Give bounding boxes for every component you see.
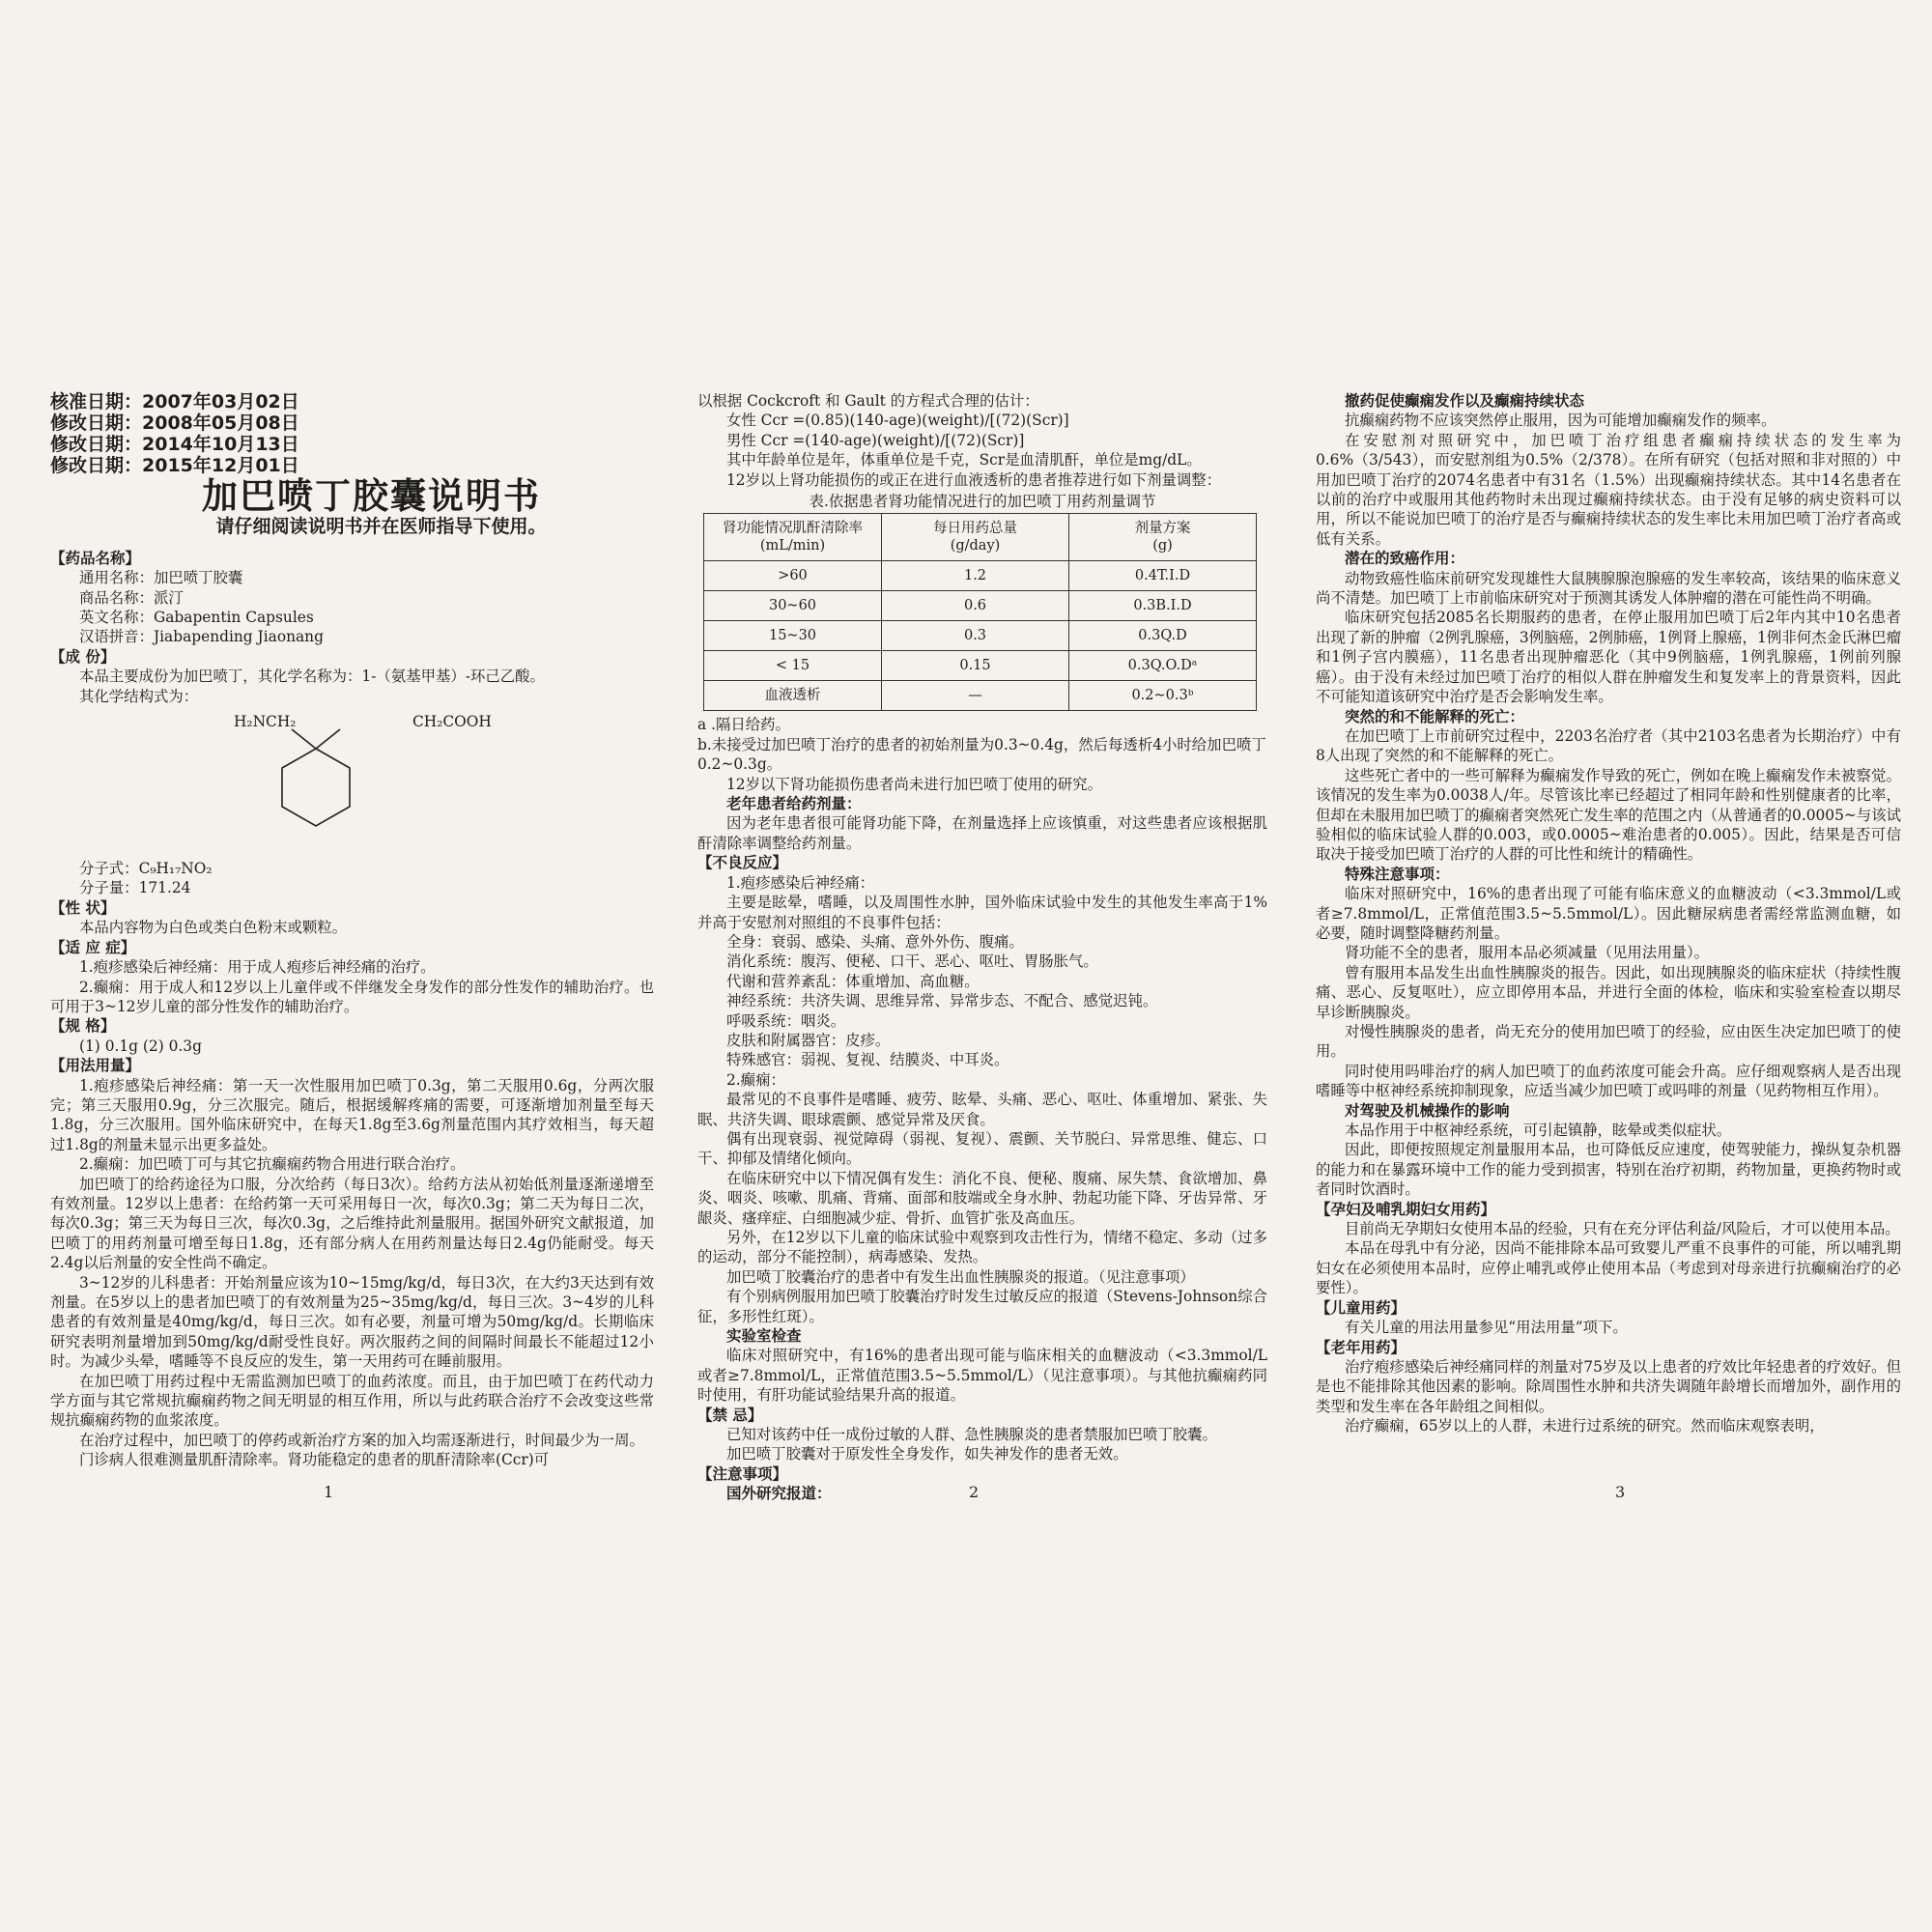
- revision-date: 修改日期：2014年10月13日: [50, 434, 299, 455]
- document-title: 加巴喷丁胶囊说明书: [202, 474, 541, 517]
- structure-label-right: CH₂COOH: [412, 713, 492, 731]
- table-note: a .隔日给药。: [697, 716, 790, 734]
- table-row: [704, 591, 1257, 621]
- column-1: [50, 391, 654, 1470]
- table-cell: 血液透析: [704, 681, 882, 711]
- list-item: 神经系统：共济失调、思维异常、异常步态、不配合、感觉迟钝。: [726, 992, 1158, 1010]
- table-cell: 0.6: [882, 591, 1069, 621]
- list-item: 消化系统：腹泻、便秘、口干、恶心、呕吐、胃肠胀气。: [726, 952, 1098, 971]
- list-item: 全身：衰弱、感染、头痛、意外外伤、腹痛。: [726, 932, 1024, 951]
- section-heading-contraindications: 【禁 忌】: [697, 1406, 763, 1424]
- generic-name: 通用名称：加巴喷丁胶囊: [79, 569, 243, 587]
- section-heading-name: 【药品名称】: [50, 549, 141, 567]
- dosage-table: [703, 513, 1257, 711]
- paragraph: 因为老年患者很可能肾功能下降，在剂量选择上应该慎重，对这些患者应该根据肌酐清除率调整给药剂量。: [697, 814, 1267, 852]
- paragraph: 临床对照研究中，有16%的患者出现可能与临床相关的血糖波动（<3.3mmol/L或者≥7.8mmol/L，正常值范围3.5~5.5mmol/L）（见注意事项）。与其他抗癫痫药同时使用，有肝功能试验结果升高的报道。: [697, 1347, 1267, 1405]
- section-heading-pediatric: 【儿童用药】: [1316, 1298, 1406, 1317]
- subheading-elderly-dosage: 老年患者给药剂量：: [726, 795, 862, 813]
- table-cell: 0.4T.I.D: [1069, 561, 1257, 591]
- table-caption: 表.依据患者肾功能情况进行的加巴喷丁用药剂量调节: [809, 493, 1156, 511]
- paragraph: 因此，即便按照规定剂量服用本品，也可降低反应速度，使驾驶能力，操纵复杂机器的能力和在暴露环境中工作的能力受到损害，特别在治疗初期，药物加量，更换药物时或者同时饮酒时。: [1316, 1141, 1901, 1199]
- section-heading-precautions: 【注意事项】: [697, 1464, 788, 1483]
- table-cell: 0.3Q.D: [1069, 621, 1257, 651]
- table-row: [704, 681, 1257, 711]
- paragraph: 12岁以下肾功能损伤患者尚未进行加巴喷丁使用的研究。: [726, 775, 1102, 793]
- paragraph: 本品作用于中枢神经系统，可引起镇静，眩晕或类似症状。: [1345, 1122, 1732, 1140]
- table-cell: < 15: [704, 651, 882, 681]
- paragraph: 另外，在12岁以下儿童的临床试验中观察到攻击性行为，情绪不稳定、多动（过多的运动，部分不能控制），病毒感染、发热。: [697, 1229, 1267, 1266]
- document-subtitle: 请仔细阅读说明书并在医师指导下使用。: [215, 516, 547, 538]
- table-cell: 15~30: [704, 621, 882, 651]
- column-2: [697, 391, 1267, 1504]
- page-number: 2: [969, 1483, 980, 1501]
- paragraph: 加巴喷丁胶囊对于原发性全身发作，如失神发作的患者无效。: [726, 1445, 1128, 1463]
- table-row: [704, 621, 1257, 651]
- paragraph: 治疗癫痫，65岁以上的人群，未进行过系统的研究。然而临床观察表明，: [1345, 1417, 1825, 1435]
- paragraph: 偶有出现衰弱、视觉障碍（弱视、复视）、震颤、关节脱臼、异常思维、健忘、口干、抑郁及情绪化倾向。: [697, 1129, 1267, 1168]
- formula-female: 女性 Ccr =(0.85)(140-age)(weight)/[(72)(Scr)]: [726, 412, 1069, 430]
- paragraph: 临床对照研究中，16%的患者出现了可能有临床意义的血糖波动（<3.3mmol/L或者≥7.8mmol/L，正常值范围3.5~5.5mmol/L）。因此糖尿病患者需经常监测血糖，如必要，随时调整降糖药剂量。: [1316, 885, 1901, 942]
- section-heading-properties: 【性 状】: [50, 898, 116, 917]
- section-heading-pregnancy: 【孕妇及哺乳期妇女用药】: [1316, 1200, 1496, 1218]
- table-row: [704, 651, 1257, 681]
- paragraph: 已知对该药中任一成份过敏的人群、急性胰腺炎的患者禁服加巴喷丁胶囊。: [726, 1426, 1217, 1444]
- subheading-withdrawal: 撤药促使癫痫发作以及癫痫持续状态: [1345, 392, 1585, 410]
- paragraph: 加巴喷丁的给药途径为口服，分次给药（每日3次）。给药方法从初始低剂量逐渐递增至有效剂量。12岁以上患者：在给药第一天可采用每日一次，每次0.3g；第二天为每日二次，每次0.3g；第三天为每日三次，每次0.3g，之后维持此剂量服用。据国外研究文献报道，加巴喷丁的用药剂量可增至每日1.8g，还有部分病人在用药剂量达每日2.4g仍能耐受。每天2.4g以后剂量的安全性尚不确定。: [50, 1175, 654, 1272]
- section-heading-usage: 【用法用量】: [50, 1057, 141, 1075]
- section-heading-adverse-reactions: 【不良反应】: [697, 854, 788, 872]
- paragraph: 其中年龄单位是年，体重单位是千克，Scr是血清肌酐，单位是mg/dL。: [726, 451, 1202, 469]
- table-cell: 0.15: [882, 651, 1069, 681]
- page-number: 3: [1615, 1483, 1626, 1501]
- table-cell: 1.2: [882, 561, 1069, 591]
- paragraph: 在治疗过程中，加巴喷丁的停药或新治疗方案的加入均需逐渐进行，时间最少为一周。: [79, 1431, 644, 1449]
- subheading-carcinogenicity: 潜在的致癌作用：: [1345, 550, 1465, 568]
- paragraph: 主要是眩晕，嗜睡，以及周围性水肿，国外临床试验中发生的其他发生率高于1%并高于安慰剂对照组的不良事件包括：: [697, 894, 1267, 931]
- paragraph: 1.疱疹感染后神经痛：用于成人疱疹后神经痛的治疗。: [79, 958, 436, 977]
- paragraph: 最常见的不良事件是嗜睡、疲劳、眩晕、头痛、恶心、呕吐、体重增加、紧张、失眠、共济失调、眼球震颤、感觉异常及厌食。: [697, 1091, 1267, 1128]
- molecular-weight: 分子量：171.24: [79, 879, 191, 897]
- table-cell: 0.3Q.O.Dᵃ: [1069, 651, 1257, 681]
- paragraph: 治疗疱疹感染后神经痛同样的剂量对75岁及以上患者的疗效比年轻患者的疗效好。但是也不能排除其他因素的影响。除周围性水肿和共济失调随年龄增长而增加外，副作用的类型和发生率在各年龄组之间相似。: [1316, 1357, 1901, 1415]
- subheading-driving: 对驾驶及机械操作的影响: [1345, 1101, 1510, 1120]
- trade-name: 商品名称：派汀: [79, 588, 184, 607]
- revision-date: 修改日期：2015年12月01日: [50, 455, 299, 476]
- paragraph: 目前尚无孕期妇女使用本品的经验，只有在充分评估利益/风险后，才可以使用本品。: [1345, 1220, 1900, 1238]
- paragraph: 有个别病例服用加巴喷丁胶囊治疗时发生过敏反应的报道（Stevens-Johnson综合征，多形性红斑）。: [697, 1288, 1267, 1325]
- table-cell: 0.2~0.3ᵇ: [1069, 681, 1257, 711]
- paragraph: 门诊病人很难测量肌酐清除率。肾功能稳定的患者的肌酐清除率(Ccr)可: [79, 1451, 550, 1469]
- paragraph: 本品在母乳中有分泌，因尚不能排除本品可致婴儿严重不良事件的可能，所以哺乳期妇女在必须使用本品时，应停止哺乳或停止使用本品（考虑到对母亲进行抗癫痫治疗的必要性）。: [1316, 1239, 1901, 1297]
- list-item: 特殊感官：弱视、复视、结膜炎、中耳炎。: [726, 1051, 1009, 1069]
- paragraph: 3~12岁的儿科患者：开始剂量应该为10~15mg/kg/d，每日3次，在大约3天达到有效剂量。在5岁以上的患者加巴喷丁的有效剂量为25~35mg/kg/d，每日三次。3~4岁的儿科患者的有效剂量是40mg/kg/d，每日三次。如有必要，剂量可增为50mg/kg/d。长期临床研究表明剂量增加到50mg/kg/d耐受性良好。两次服药之间的间隔时间最长不能超过12小时。为减少头晕，嗜睡等不良反应的发生，第一天用药可在睡前服用。: [50, 1273, 654, 1371]
- page-number: 1: [324, 1483, 334, 1501]
- paragraph: 肾功能不全的患者，服用本品必须减量（见用法用量）。: [1345, 944, 1710, 962]
- subheading-special-precautions: 特殊注意事项：: [1345, 865, 1450, 883]
- section-heading-specification: 【规 格】: [50, 1017, 116, 1036]
- pinyin-name: 汉语拼音：Jiabapending Jiaonang: [79, 628, 324, 646]
- table-cell: 0.3: [882, 621, 1069, 651]
- paragraph: 在安慰剂对照研究中，加巴喷丁治疗组患者癫痫持续状态的发生率为0.6%（3/543），而安慰剂组为0.5%（2/378）。在所有研究（包括对照和非对照的）中用加巴喷丁治疗的2074名患者中有31名（1.5%）出现癫痫持续状态。其中14名患者在以前的治疗中或服用其他药物时未出现过癫痫持续状态。由于没有足够的病史资料可以用，所以不能说加巴喷丁的治疗是否与癫痫持续状态的发生率比未用加巴喷丁治疗者高或低有关系。: [1316, 431, 1901, 548]
- paragraph: 1.疱疹感染后神经痛：第一天一次性服用加巴喷丁0.3g，第二天服用0.6g，分两次服完；第三天服用0.9g，分三次服完。随后，根据缓解疼痛的需要，可逐渐增加剂量至每天1.8g，分三次服用。国外临床研究中，在每天1.8g至3.6g剂量范围内其疗效相当，每天超过1.8g的剂量未显示出更多益处。: [50, 1076, 654, 1153]
- table-row: [704, 561, 1257, 591]
- subheading-sudden-death: 突然的和不能解释的死亡：: [1345, 707, 1525, 725]
- structure-label-left: H₂NCH₂: [234, 713, 297, 731]
- table-cell: —: [882, 681, 1069, 711]
- table-header: 肾功能情况肌酐清除率 (mL/min): [704, 514, 882, 561]
- paragraph: 加巴喷丁胶囊治疗的患者中有发生出血性胰腺炎的报道。（见注意事项）: [726, 1267, 1195, 1286]
- paragraph: 对慢性胰腺炎的患者，尚无充分的使用加巴喷丁的经验，应由医生决定加巴喷丁的使用。: [1316, 1023, 1901, 1061]
- table-cell: 30~60: [704, 591, 882, 621]
- paragraph: 本品内容物为白色或类白色粉末或颗粒。: [79, 919, 348, 937]
- paragraph: 2.癫痫：用于成人和12岁以上儿童伴或不伴继发全身发作的部分性发作的辅助治疗。也可用于3~12岁儿童的部分性发作的辅助治疗。: [50, 978, 654, 1015]
- list-item: 皮肤和附属器官：皮疹。: [726, 1031, 891, 1049]
- paragraph: 这些死亡者中的一些可解释为癫痫发作导致的死亡，例如在晚上癫痫发作未被察觉。该情况的发生率为0.0038人/年。尽管该比率已经超过了相同年龄和性别健康者的比率，但却在未服用加巴喷丁的癫痫者突然死亡发生率的范围之内（从普通者的0.0005~与该试验相似的临床试验人群的0.003，或0.0005~难治患者的0.005）。因此，结果是否可信取决于接受加巴喷丁治疗的人群的可比性和统计的精确性。: [1316, 766, 1901, 864]
- paragraph: 有关儿童的用法用量参见“用法用量”项下。: [1345, 1319, 1628, 1337]
- table-cell: >60: [704, 561, 882, 591]
- section-heading-indications: 【适 应 症】: [50, 938, 136, 956]
- paragraph: 在加巴喷丁上市前研究过程中，2203名治疗者（其中2103名患者为长期治疗）中有8人出现了突然的和不能解释的死亡。: [1316, 726, 1901, 765]
- table-note: b.未接受过加巴喷丁治疗的患者的初始剂量为0.3~0.4g，然后每透析4小时给加巴喷丁0.2~0.3g。: [697, 735, 1266, 774]
- paragraph: 同时使用吗啡治疗的病人加巴喷丁的血药浓度可能会升高。应仔细观察病人是否出现嗜睡等中枢神经系统抑制现象，应适当减少加巴喷丁或吗啡的剂量（见药物相互作用）。: [1316, 1062, 1901, 1100]
- cyclohexane-ring-icon: [205, 710, 456, 855]
- paragraph: 在加巴喷丁用药过程中无需监测加巴喷丁的血药浓度。而且，由于加巴喷丁在药代动力学方面与其它常规抗癫痫药物之间无明显的相互作用，所以与此药联合治疗不会改变这些常规抗癫痫药物的血浆浓度。: [50, 1372, 654, 1430]
- paragraph: 动物致癌性临床前研究发现雄性大鼠胰腺腺泡腺癌的发生率较高，该结果的临床意义尚不清楚。加巴喷丁上市前临床研究对于预测其诱发人体肿瘤的潜在可能性尚不明确。: [1316, 569, 1901, 608]
- section-heading-geriatric: 【老年用药】: [1316, 1338, 1406, 1356]
- list-item: 呼吸系统：咽炎。: [726, 1011, 846, 1030]
- approval-date: 核准日期：2007年03月02日: [50, 391, 299, 412]
- paragraph: 临床研究包括2085名长期服药的患者，在停止服用加巴喷丁后2年内其中10名患者出现了新的肿瘤（2例乳腺癌，3例脑癌，2例肺癌，1例肾上腺癌，1例非何杰金氏淋巴瘤和1例子宫内膜癌），11名患者出现肿瘤恶化（其中9例脑癌，1例乳腺癌，1例前列腺癌）。由于没有未经过加巴喷丁治疗的相似人群在肿瘤发生和复发率上的背景资料，因此不可能知道该研究中治疗是否会影响发生率。: [1316, 609, 1901, 706]
- table-cell: 0.3B.I.D: [1069, 591, 1257, 621]
- approval-dates: [50, 391, 654, 476]
- table-header: 每日用药总量 (g/day): [882, 514, 1069, 561]
- chemical-structure: [50, 710, 654, 855]
- specification: (1) 0.1g (2) 0.3g: [79, 1037, 202, 1055]
- molecular-formula: 分子式：C₉H₁₇NO₂: [79, 860, 213, 878]
- column-3: [1316, 391, 1901, 1436]
- subheading-lab-tests: 实验室检查: [726, 1327, 802, 1346]
- paragraph: 1.疱疹感染后神经痛：: [726, 873, 875, 892]
- section-heading-composition: 【成 份】: [50, 647, 116, 666]
- table-header: 剂量方案 (g): [1069, 514, 1257, 561]
- subheading-foreign-reports: 国外研究报道：: [726, 1485, 832, 1503]
- paragraph: 曾有服用本品发生出血性胰腺炎的报告。因此，如出现胰腺炎的临床症状（持续性腹痛、恶心、反复呕吐），应立即停用本品，并进行全面的体检，临床和实验室检查以期尽早诊断胰腺炎。: [1316, 963, 1901, 1021]
- list-item: 代谢和营养紊乱：体重增加、高血糖。: [726, 972, 980, 990]
- paragraph: 在临床研究中以下情况偶有发生：消化不良、便秘、腹痛、尿失禁、食欲增加、鼻炎、咽炎、咳嗽、肌痛、背痛、面部和肢端或全身水肿、勃起功能下降、牙齿异常、牙龈炎、瘙痒症、白细胞减少症、骨折、血管扩张及高血压。: [697, 1169, 1267, 1227]
- revision-date: 修改日期：2008年05月08日: [50, 412, 299, 434]
- paragraph: 以根据 Cockcroft 和 Gault 的方程式合理的估计：: [697, 392, 1039, 410]
- paragraph: 2.癫痫：: [726, 1070, 785, 1089]
- paragraph: 本品主要成份为加巴喷丁，其化学名称为：1-（氨基甲基）-环己乙酸。: [79, 668, 545, 686]
- formula-male: 男性 Ccr =(140-age)(weight)/[(72)(Scr)]: [726, 431, 1025, 449]
- paragraph: 2.癫痫：加巴喷丁可与其它抗癫痫药物合用进行联合治疗。: [79, 1155, 466, 1174]
- table-header-row: [704, 514, 1257, 561]
- paragraph: 12岁以上肾功能损伤的或正在进行血液透析的患者推荐进行如下剂量调整：: [726, 470, 1222, 489]
- paragraph: 抗癫痫药物不应该突然停止服用，因为可能增加癫痫发作的频率。: [1345, 412, 1776, 430]
- paragraph: 其化学结构式为：: [79, 687, 199, 705]
- english-name: 英文名称：Gabapentin Capsules: [79, 609, 314, 627]
